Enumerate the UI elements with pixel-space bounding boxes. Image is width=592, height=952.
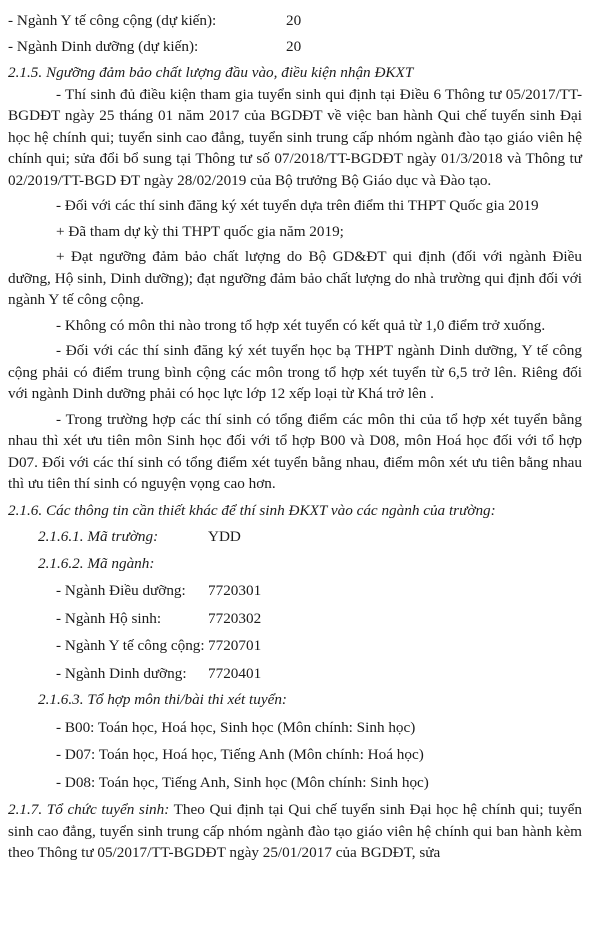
paragraph: - Thí sinh đủ điều kiện tham gia tuyển sinh qui định tại Điều 6 Thông tư 05/2017/TT-BGDĐT ngày 25 tháng 01 năm 2017 của BGDĐT về việc ban hành Qui chế tuyển sinh Đại học hệ chính qui; tuyển sinh cao đẳng, tuyển sinh trung cấp nhóm ngành đào tạo giáo viên hệ chính qui; sửa đổi bổ sung tại Thông tư số 07/2018/TT-BGDĐT ngày 01/3/2018 và Thông tư 02/2019/TT-BGD ĐT ngày 28/02/2019 của Bộ trưởng Bộ Giáo dục và Đào tạo.	[8, 85, 582, 189]
combo-item: - D08: Toán học, Tiếng Anh, Sinh học (Môn chính: Sinh học)	[56, 773, 429, 791]
quota-label: - Ngành Dinh dưỡng (dự kiến):	[8, 37, 199, 55]
major-code: 7720401	[208, 664, 262, 682]
school-code-label: 2.1.6.1. Mã trường:	[38, 528, 159, 545]
paragraph: - Trong trường hợp các thí sinh có tổng điểm các môn thi của tổ hợp xét tuyển bằng nhau thì xét ưu tiên môn Sinh học đối với tổ hợp B00 và D08, môn Hoá học đối với tổ hợp D07. Đối với các thí sinh có tổng điểm xét tuyển bằng nhau, điểm môn xét ưu tiên bằng nhau thì ưu tiên thí sinh có nguyện vọng cao hơn.	[8, 410, 582, 492]
section-2-1-7	[8, 799, 582, 864]
major-name: - Ngành Hộ sinh:	[56, 609, 162, 627]
combo-heading: 2.1.6.3. Tổ hợp môn thi/bài thi xét tuyển:	[38, 691, 287, 708]
section-2-1-5-heading: 2.1.5. Ngưỡng đảm bảo chất lượng đầu vào, điều kiện nhận ĐKXT	[8, 64, 414, 81]
major-name: - Ngành Điều dưỡng:	[56, 582, 186, 599]
paragraph: + Đã tham dự kỳ thi THPT quốc gia năm 2019;	[56, 222, 344, 240]
major-code: 7720301	[208, 582, 262, 599]
major-name: - Ngành Y tế công cộng:	[56, 637, 205, 654]
major-code: 7720302	[208, 609, 262, 627]
major-code: 7720701	[208, 637, 262, 654]
section-2-1-7-text: Theo Qui định tại Qui chế tuyển sinh Đại học hệ chính qui; tuyển sinh cao đẳng, tuyển sinh trung cấp nhóm ngành đào tạo giáo viên hệ chính qui ban hành kèm theo Thông tư 05/2017/TT-BGDĐT ngày 25/01/2017 của BGDĐT, sửa	[8, 801, 582, 861]
section-2-1-6-heading: 2.1.6. Các thông tin cần thiết khác để thí sinh ĐKXT vào các ngành của trường:	[8, 501, 496, 519]
school-code-value: YDD	[208, 528, 241, 545]
major-name: - Ngành Dinh dưỡng:	[56, 664, 187, 682]
combo-item: - D07: Toán học, Hoá học, Tiếng Anh (Môn chính: Hoá học)	[56, 746, 424, 763]
paragraph: - Đối với các thí sinh đăng ký xét tuyển dựa trên điểm thi THPT Quốc gia 2019	[56, 197, 539, 214]
paragraph: - Đối với các thí sinh đăng ký xét tuyển học bạ THPT ngành Dinh dưỡng, Y tế công cộng phải có điểm trung bình cộng các môn trong tổ hợp xét tuyển từ 6,5 trở lên. Riêng đối với ngành Dinh dưỡng phải có học lực lớp 12 xếp loại từ Khá trở lên .	[8, 342, 582, 402]
major-code-heading: 2.1.6.2. Mã ngành:	[38, 554, 155, 572]
major-row	[8, 608, 582, 630]
quota-value: 20	[286, 12, 302, 29]
school-code-row	[8, 526, 582, 548]
combo-item: - B00: Toán học, Hoá học, Sinh học (Môn chính: Sinh học)	[56, 718, 416, 736]
quota-row	[8, 10, 582, 32]
quota-label: - Ngành Y tế công cộng (dự kiến):	[8, 12, 217, 29]
major-row	[8, 580, 582, 602]
section-2-1-7-heading: 2.1.7. Tổ chức tuyển sinh:	[8, 801, 170, 818]
paragraph: + Đạt ngưỡng đảm bảo chất lượng do Bộ GD&ĐT qui định (đối với ngành Điều dưỡng, Hộ sinh, Dinh dưỡng); đạt ngưỡng đảm bảo chất lượng do nhà trường qui định đối với ngành Y tế công cộng.	[8, 248, 582, 308]
major-row	[8, 663, 582, 685]
quota-value: 20	[286, 37, 302, 55]
paragraph: - Không có môn thi nào trong tổ hợp xét tuyển có kết quả từ 1,0 điểm trở xuống.	[56, 316, 546, 334]
quota-row	[8, 36, 582, 58]
major-row	[8, 635, 582, 657]
